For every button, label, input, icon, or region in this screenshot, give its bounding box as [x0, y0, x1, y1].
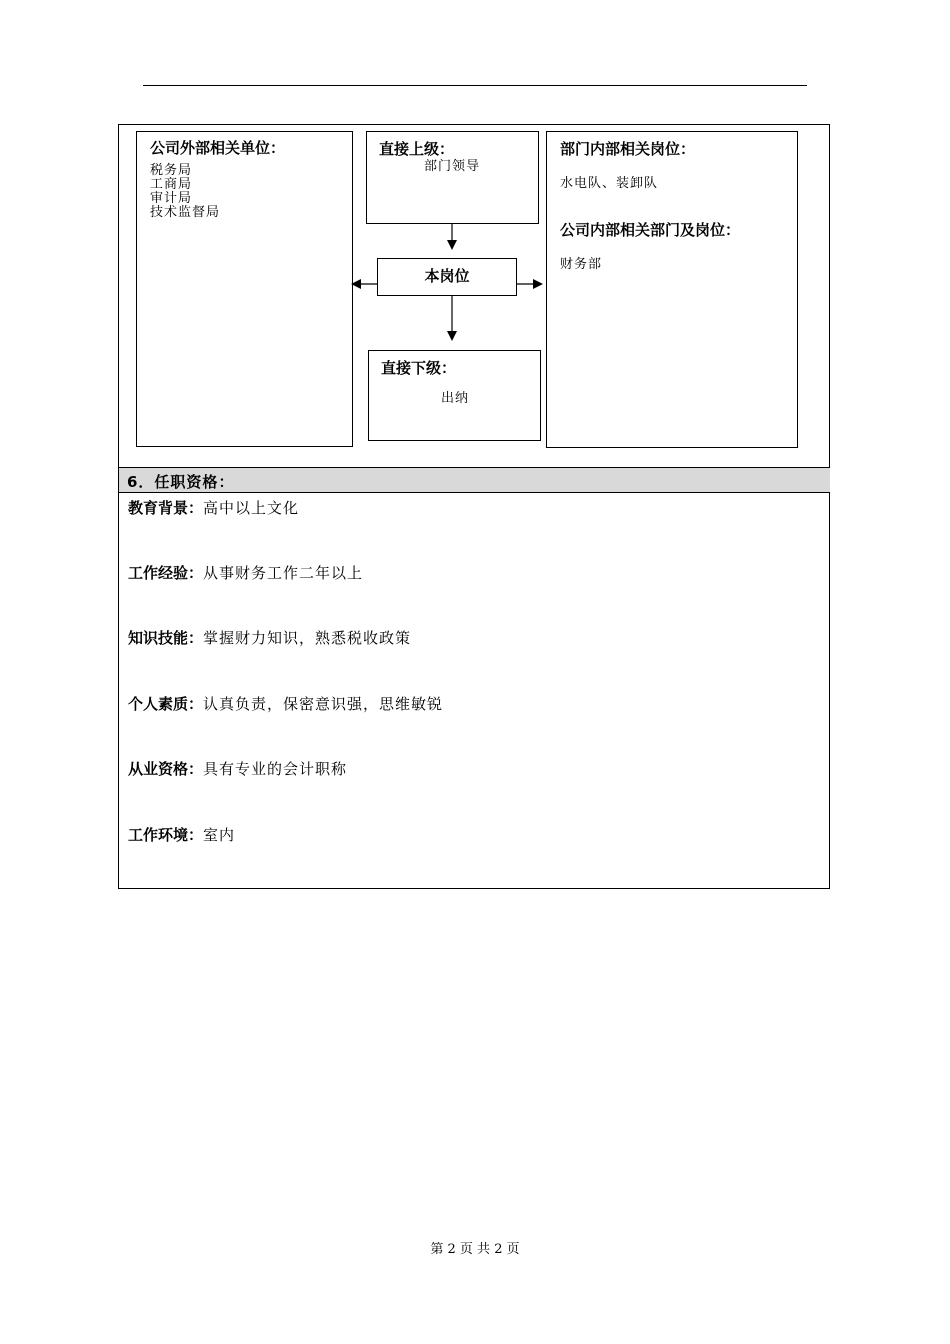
- section-6-header: [119, 467, 830, 493]
- qualification-row: 工作环境：室内: [128, 826, 236, 844]
- internal-dept-posts-title: 部门内部相关岗位：: [560, 140, 696, 158]
- internal-company-value: 财务部: [560, 257, 603, 272]
- subordinate-title: 直接下级：: [381, 359, 457, 377]
- this-position-title: 本岗位: [424, 267, 470, 285]
- superior-title: 直接上级：: [379, 140, 455, 158]
- internal-dept-posts-value: 水电队、装卸队: [560, 176, 659, 191]
- external-unit-item: 审计局: [150, 191, 193, 206]
- qualification-row: 从业资格：具有专业的会计职称: [128, 760, 348, 778]
- external-units-title: 公司外部相关单位：: [150, 139, 286, 157]
- qualification-row: 教育背景：高中以上文化: [128, 499, 300, 517]
- qualification-row: 工作经验：从事财务工作二年以上: [128, 564, 364, 582]
- section-6-title: 6．任职资格：: [127, 473, 235, 491]
- internal-company-title: 公司内部相关部门及岗位：: [560, 221, 741, 239]
- external-unit-item: 工商局: [150, 177, 193, 192]
- page-footer: 第 2 页 共 2 页: [430, 1242, 520, 1257]
- superior-value: 部门领导: [424, 159, 481, 174]
- qualification-row: 个人素质：认真负责，保密意识强，思维敏锐: [128, 695, 444, 713]
- qualification-row: 知识技能：掌握财力知识，熟悉税收政策: [128, 629, 412, 647]
- external-unit-item: 税务局: [150, 163, 193, 178]
- subordinate-value: 出纳: [441, 391, 470, 406]
- external-unit-item: 技术监督局: [150, 205, 221, 220]
